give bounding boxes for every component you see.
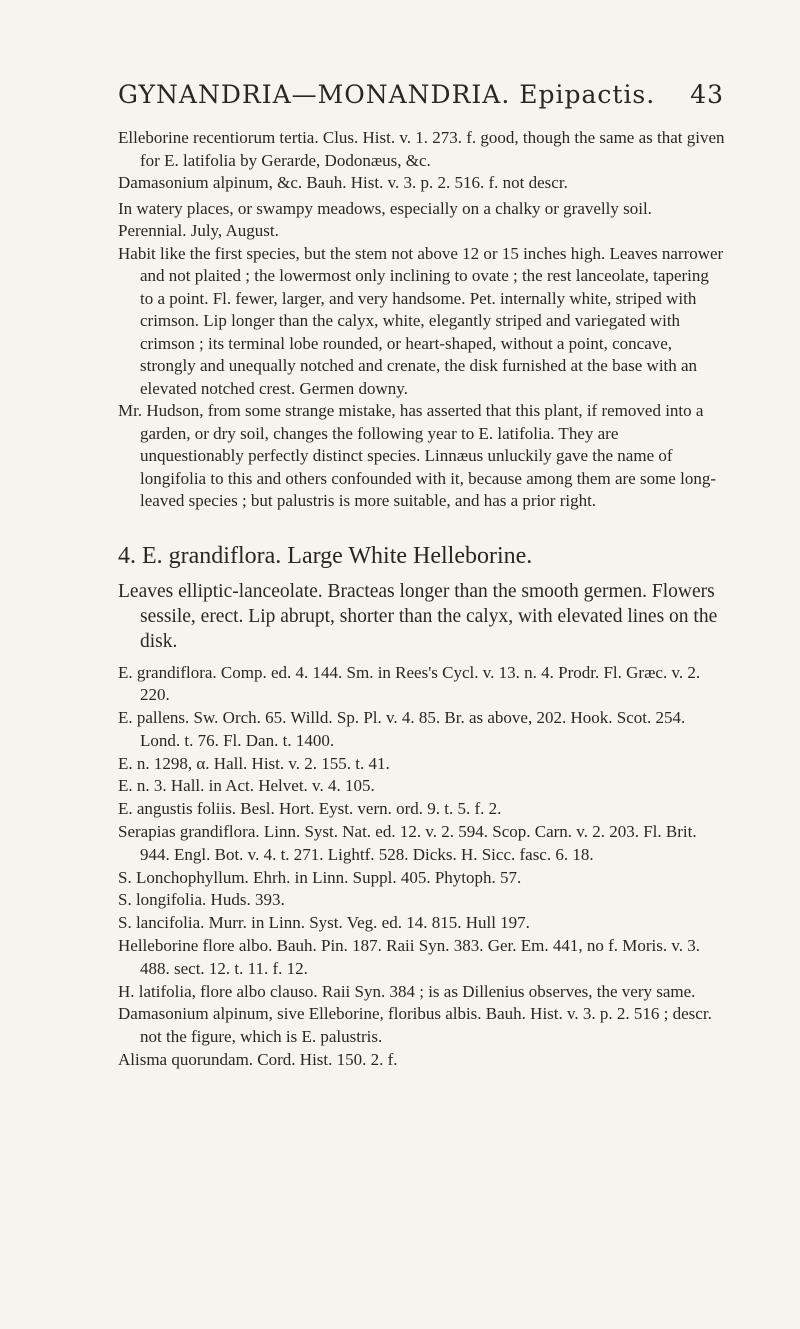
synonym-damasonium: Damasonium alpinum, &c. Bauh. Hist. v. 3. p. 2. 516. f. not descr. bbox=[118, 173, 568, 192]
running-head-genus: Epipactis. bbox=[519, 80, 656, 109]
reference-entry: H. latifolia, flore albo clauso. Raii Syn. 384 ; is as Dillenius observes, the very same. bbox=[118, 981, 696, 1001]
species-heading: 4. E. grandiflora. Large White Helleborine. bbox=[118, 542, 533, 569]
reference-entry: E. pallens. Sw. Orch. 65. Willd. Sp. Pl. v. 4. 85. Br. as above, 202. Hook. Scot. 254. Lond. t. 76. Fl. Dan. t. 1400. bbox=[118, 708, 686, 750]
reference-entry: E. n. 3. Hall. in Act. Helvet. v. 4. 105. bbox=[118, 776, 375, 796]
reference-entry: Damasonium alpinum, sive Elleborine, floribus albis. Bauh. Hist. v. 3. p. 2. 516 ; descr. not the figure, which is E. palustris. bbox=[118, 1004, 712, 1047]
duration-flowering: Perennial. July, August. bbox=[118, 221, 279, 240]
page-content bbox=[118, 127, 726, 1072]
references bbox=[118, 662, 726, 1072]
synonym-clusius: Elleborine recentiorum tertia. Clus. Hist. v. 1. 273. f. good, though the same as that given for E. latifolia by Gerarde, Dodonæus, &c. bbox=[118, 128, 725, 170]
reference-entry: E. n. 1298, α. Hall. Hist. v. 2. 155. t. 41. bbox=[118, 753, 390, 773]
reference-entry: Helleborine flore albo. Bauh. Pin. 187. Raii Syn. 383. Ger. Em. 441, no f. Moris. v. 3. 488. sect. 12. t. 11. f. 12. bbox=[118, 936, 701, 978]
reference-entry: S. longifolia. Huds. 393. bbox=[118, 890, 285, 910]
reference-entry: Alisma quorundam. Cord. Hist. 150. 2. f. bbox=[118, 1050, 398, 1070]
remarks: Mr. Hudson, from some strange mistake, has asserted that this plant, if removed into a garden, or dry soil, changes the following year to E. latifolia. They are unquestionably perfectly distinct species. Linnæus unluckily gave the name of longifolia to this and others confounded with it, because among them are some long-leaved species ; but palustris is more suitable, and has a prior right. bbox=[118, 401, 716, 510]
page-number: 43 bbox=[690, 80, 724, 109]
reference-entry: S. lancifolia. Murr. in Linn. Syst. Veg. ed. 14. 815. Hull 197. bbox=[118, 913, 530, 933]
reference-entry: Serapias grandiflora. Linn. Syst. Nat. ed. 12. v. 2. 594. Scop. Carn. v. 2. 203. Fl. Brit. 944. Engl. Bot. v. 4. t. 271. Lightf. 528. Dicks. H. Sicc. fasc. 6. 18. bbox=[118, 822, 697, 864]
species-diagnosis: Leaves elliptic-lanceolate. Bracteas longer than the smooth germen. Flowers sessile, erect. Lip abrupt, shorter than the calyx, with elevated lines on the disk. bbox=[118, 580, 718, 652]
running-head bbox=[118, 80, 724, 110]
reference-entry: E. angustis foliis. Besl. Hort. Eyst. vern. ord. 9. t. 5. f. 2. bbox=[118, 799, 502, 819]
running-head-title: GYNANDRIA—MONANDRIA. bbox=[118, 80, 511, 109]
reference-entry: E. grandiflora. Comp. ed. 4. 144. Sm. in Rees's Cycl. v. 13. n. 4. Prodr. Fl. Græc. v. 2. 220. bbox=[118, 662, 701, 705]
habitat: In watery places, or swampy meadows, especially on a chalky or gravelly soil. bbox=[118, 198, 652, 218]
description: Habit like the first species, but the stem not above 12 or 15 inches high. Leaves narrower and not plaited ; the lowermost only inclining to ovate ; the rest lanceolate, tapering to a point. Fl. fewer, larger, and very handsome. Pet. internally white, striped with crimson. Lip longer than the calyx, white, elegantly striped and variegated with crimson ; its terminal lobe rounded, or heart-shaped, without a point, concave, strongly and unequally notched and crenate, the disk furnished at the base with an elevated notched crest. Germen downy. bbox=[118, 243, 724, 398]
reference-entry: S. Lonchophyllum. Ehrh. in Linn. Suppl. 405. Phytoph. 57. bbox=[118, 867, 522, 887]
